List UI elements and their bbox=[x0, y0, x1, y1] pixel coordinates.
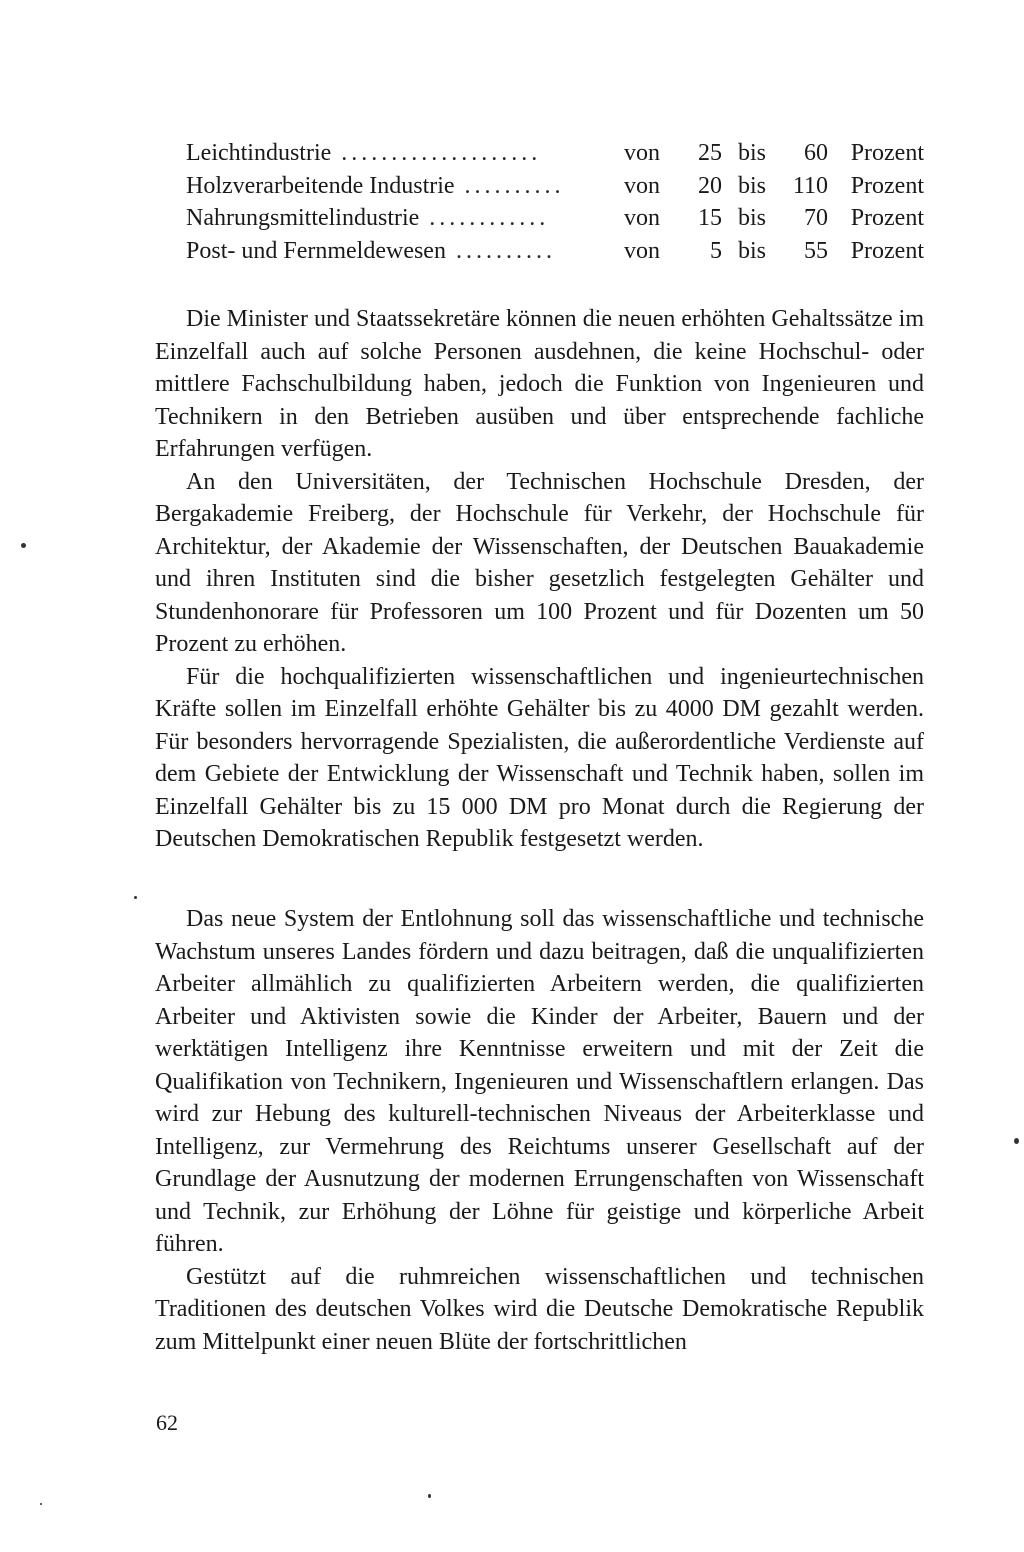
text-block-lower bbox=[155, 903, 924, 1358]
rate-label: Nahrungsmittelindustrie bbox=[186, 205, 420, 231]
rate-min: 25 bbox=[698, 140, 722, 166]
rate-von: von bbox=[624, 172, 660, 199]
rate-unit: Prozent bbox=[850, 237, 924, 264]
rate-max: 55 bbox=[804, 237, 828, 264]
paragraph: Das neue System der Entlohnung soll das wissenschaftliche und technische Wachstum unseres Landes fördern und dazu beitragen, daß die unqualifizierten Arbeiter allmählich zu qualifizierten Arbeitern werden, die qualifizierten Arbeiter und Aktivisten sowie die Kinder der Arbeiter, Bauern und der werktätigen Intelligenz ihre Kenntnisse erweitern und mit der Zeit die Qualifikation von Technikern, Ingenieuren und Wissenschaftlern erlangen. Das wird zur Hebung des kulturell-technischen Niveaus der Arbeiterklasse und Intelligenz, zur Vermehrung des Reichtums unserer Gesellschaft auf der Grundlage der Ausnutzung der modernen Errungenschaften von Wissenschaft und Technik, zur Erhöhung der Löhne für geistige und körperliche Arbeit führen. bbox=[155, 906, 924, 1257]
paragraph: Die Minister und Staatssekretäre können die neuen erhöhten Gehaltssätze im Einzelfall auch auf solche Personen ausdehnen, die keine Hochschul- oder mittlere Fachschulbildung haben, jedoch die Funktion von Ingenieuren und Technikern in den Betrieben ausüben und über entsprechende fachliche Erfahrungen verfügen. bbox=[155, 306, 924, 462]
scan-speck bbox=[1014, 1138, 1019, 1144]
rate-bis: bis bbox=[737, 205, 766, 231]
rate-bis: bis bbox=[737, 172, 766, 199]
rate-row bbox=[186, 238, 924, 271]
scan-speck bbox=[134, 896, 137, 899]
rate-von: von bbox=[624, 140, 660, 166]
rate-von: von bbox=[624, 205, 660, 231]
rate-von: von bbox=[624, 237, 660, 264]
leader-dots: .......... bbox=[455, 237, 556, 264]
page-number: 62 bbox=[156, 1410, 178, 1435]
scan-speck bbox=[428, 1494, 431, 1498]
rate-row bbox=[186, 205, 924, 238]
rate-unit: Prozent bbox=[850, 205, 924, 231]
rate-min: 20 bbox=[698, 172, 722, 199]
leader-dots: ............ bbox=[429, 205, 550, 231]
paragraph: An den Universitäten, der Technischen Hochschule Dresden, der Bergakademie Freiberg, der Hochschule für Verkehr, der Hochschule für Architektur, der Akademie der Wissenschaften, der Deutschen Bauakademie und ihren Instituten sind die bisher gesetzlich festgelegten Gehälter und Stundenhonorare für Professoren um 100 Prozent und für Dozenten um 50 Prozent zu erhöhen. bbox=[155, 468, 924, 657]
rate-unit: Prozent bbox=[850, 172, 924, 199]
rate-row bbox=[186, 173, 924, 206]
rate-unit: Prozent bbox=[850, 140, 924, 166]
leader-dots: .......... bbox=[464, 172, 565, 199]
scan-speck bbox=[40, 1503, 42, 1505]
rate-min: 15 bbox=[698, 205, 722, 231]
rate-row bbox=[186, 140, 924, 173]
rate-label: Holzverarbeitende Industrie bbox=[186, 172, 455, 199]
rate-label: Leichtindustrie bbox=[186, 140, 332, 166]
rate-max: 60 bbox=[804, 140, 828, 166]
rate-table bbox=[186, 140, 924, 270]
rate-max: 110 bbox=[792, 172, 828, 199]
paragraph: Für die hochqualifizierten wissenschaftlichen und ingenieurtechnischen Kräfte sollen im Einzelfall erhöhte Gehälter bis zu 4000 DM gezahlt werden. Für besonders hervorragende Spezialisten, die außerordentliche Verdienste auf dem Gebiete der Entwicklung der Wissenschaft und Technik haben, sollen im Einzelfall Gehälter bis zu 15 000 DM pro Monat durch die Regierung der Deutschen Demokratischen Republik festgesetzt werden. bbox=[155, 663, 924, 852]
leader-dots: .................... bbox=[341, 140, 542, 166]
rate-bis: bis bbox=[737, 140, 766, 166]
rate-bis: bis bbox=[737, 237, 766, 264]
rate-min: 5 bbox=[710, 237, 722, 264]
rate-max: 70 bbox=[804, 205, 828, 231]
paragraph: Gestützt auf die ruhmreichen wissenschaftlichen und technischen Traditionen des deutschen Volkes wird die Deutsche Demokratische Republik zum Mittelpunkt einer neuen Blüte der fortschrittlichen bbox=[155, 1263, 924, 1355]
text-block-upper bbox=[155, 303, 924, 856]
rate-label: Post- und Fernmeldewesen bbox=[186, 237, 446, 264]
scan-speck bbox=[21, 543, 26, 548]
